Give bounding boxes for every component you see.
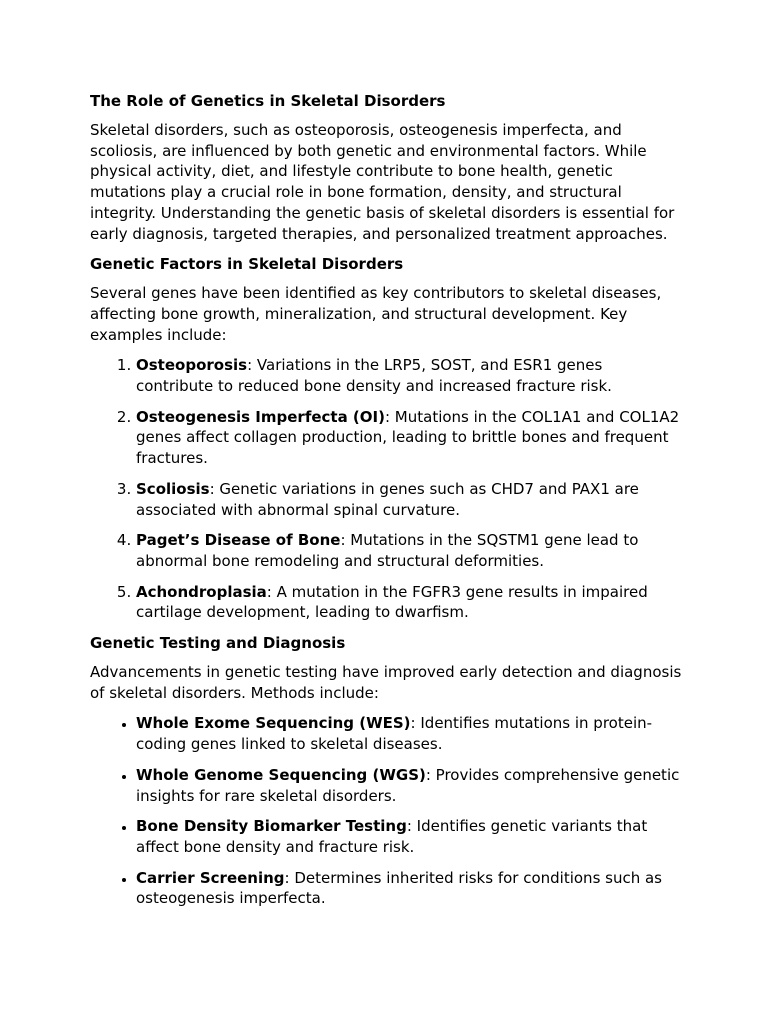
intro-paragraph: Skeletal disorders, such as osteoporosis, osteogenesis imperfecta, and scoliosis, are influenced by both genetic and environmental factors. While physical activity, diet, and lifestyle contribute to bone health, genetic mutations play a crucial role in bone formation, density, and structural integrity. Understanding the genetic basis of skeletal disorders is essential for early diagnosis, targeted therapies, and personalized treatment approaches. — [90, 121, 675, 243]
section-heading-genetic-testing: Genetic Testing and Diagnosis — [90, 634, 346, 653]
list-item-description: : Identifies mutations in protein-coding genes linked to skeletal diseases. — [136, 714, 653, 754]
list-item-term: Carrier Screening — [136, 868, 285, 887]
list-item — [136, 816, 682, 857]
list-item — [136, 713, 682, 754]
section-intro-genetic-factors: Several genes have been identified as key contributors to skeletal diseases, affecting bone growth, mineralization, and structural development. Key examples include: — [90, 284, 662, 344]
list-item-term: Scoliosis — [136, 479, 210, 498]
list-item-description: : A mutation in the FGFR3 gene results in impaired cartilage development, leading to dwarfism. — [136, 582, 648, 622]
list-item-description: : Determines inherited risks for conditions such as osteogenesis imperfecta. — [136, 868, 663, 908]
section-heading-genetic-factors: Genetic Factors in Skeletal Disorders — [90, 255, 404, 274]
list-item-description: : Mutations in the SQSTM1 gene lead to abnormal bone remodeling and structural deformities. — [136, 531, 639, 570]
list-item — [136, 765, 682, 806]
list-item-term: Whole Genome Sequencing (WGS) — [136, 765, 426, 784]
list-item-term: Whole Exome Sequencing (WES) — [136, 714, 411, 733]
list-item-description: : Genetic variations in genes such as CHD7 and PAX1 are associated with abnormal spinal curvature. — [136, 479, 639, 519]
section-intro-genetic-testing: Advancements in genetic testing have improved early detection and diagnosis of skeletal disorders. Methods include: — [90, 663, 682, 702]
list-item-term: Achondroplasia — [136, 582, 267, 601]
list-item-description: : Identifies genetic variants that affect bone density and fracture risk. — [136, 817, 648, 856]
list-item-term: Bone Density Biomarker Testing — [136, 817, 407, 836]
list-item-term: Paget’s Disease of Bone — [136, 531, 341, 550]
genetic-factors-list — [90, 355, 682, 623]
list-item — [136, 868, 682, 909]
document-title: The Role of Genetics in Skeletal Disorders — [90, 92, 446, 110]
genetic-testing-list — [90, 713, 682, 909]
list-item — [136, 530, 682, 571]
list-item — [136, 582, 682, 623]
list-item — [136, 479, 682, 520]
list-item — [136, 355, 682, 396]
list-item-description: : Variations in the LRP5, SOST, and ESR1 genes contribute to reduced bone density and increased fracture risk. — [136, 356, 612, 396]
list-item-description: : Provides comprehensive genetic insights for rare skeletal disorders. — [136, 765, 680, 805]
list-item-description: : Mutations in the COL1A1 and COL1A2 genes affect collagen production, leading to brittle bones and frequent fractures. — [136, 407, 680, 468]
list-item — [136, 407, 682, 469]
list-item-term: Osteogenesis Imperfecta (OI) — [136, 407, 385, 426]
list-item-term: Osteoporosis — [136, 356, 248, 375]
